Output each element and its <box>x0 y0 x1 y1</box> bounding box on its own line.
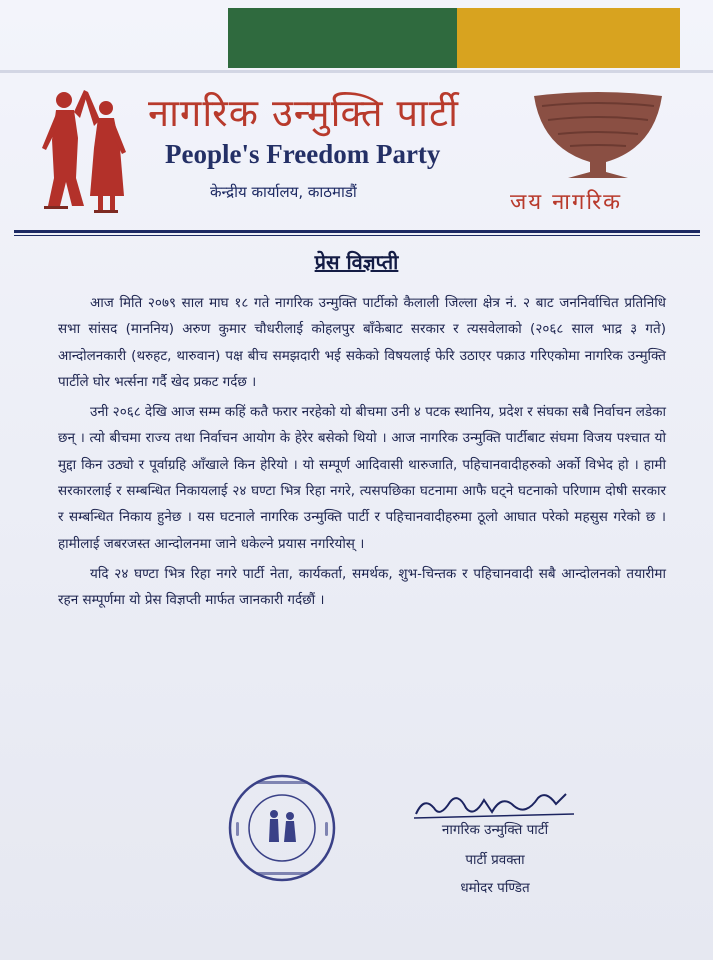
slogan-jai-nagarik: जय नागरिक <box>510 190 622 215</box>
signature-block <box>400 780 590 910</box>
header-rule-thin <box>14 235 700 236</box>
signature-designation: पार्टी प्रवक्ता <box>465 852 525 868</box>
flag-green-band <box>228 8 457 68</box>
party-seal-stamp <box>226 772 338 884</box>
signature-party-name: नागरिक उन्मुक्ति पार्टी <box>441 822 549 838</box>
party-name-nepali: नागरिक उन्मुक्ति पार्टी <box>148 91 459 135</box>
signature-person-name: धमोदर पण्डित <box>460 880 530 896</box>
press-release-heading: प्रेस विज्ञप्ती <box>314 250 399 274</box>
party-name-english: People's Freedom Party <box>165 139 441 169</box>
press-release-body <box>58 290 666 614</box>
flag-yellow-band <box>457 8 680 68</box>
paragraph-1: आज मिति २०७९ साल माघ १८ गते नागरिक उन्मुक्ति पार्टीको कैलाली जिल्ला क्षेत्र नं. २ बाट जननिर्वाचित प्रतिनिधि सभा सांसद (माननिय) अरुण कुमार चौधरीलाई कोहलपुर बाँकेबाट सरकार र त्यसवेलाको (२०६८ साल भाद्र ३ गते) आन्दोलनकारी (थरुहट, थारुवान) पक्ष बीच समझदारी भई सकेको विषयलाई फेरि उठाएर पक्राउ गरिएकोमा नागरिक उन्मुक्ति पार्टीले घोर भर्त्सना गर्दै खेद प्रकट गर्दछ । <box>58 295 666 390</box>
handwritten-signature <box>410 784 580 824</box>
basket-logo <box>530 88 666 184</box>
paragraph-2: उनी २०६८ देखि आज सम्म कहिं कतै फरार नरहेको यो बीचमा उनी ४ पटक स्थानिय, प्रदेश र संघका सबै निर्वाचन लडेका छन् । त्यो बीचमा राज्य तथा निर्वाचन आयोग के हेरेर बसेको थियो । आज नागरिक उन्मुक्ति पार्टीबाट संघमा विजय पश्चात यो मुद्दा किन उठ्यो र पूर्वाग्रहि आँखाले किन हेरियो । यो सम्पूर्ण आदिवासी थारुजाति, पहिचानवादीहरुको अर्को विभेद हो । हामी सरकारलाई र सम्बन्धित निकायलाई २४ घण्टा भित्र रिहा नगरे, त्यसपछिका घटनामा आफै घट्ने घटनाको परिणाम दोषी सरकार र सम्बन्धित निकाय हुनेछ । यस घटनाले नागरिक उन्मुक्ति पार्टी र पहिचानवादीहरुमा ठूलो आघात परेको महसुस गरेको छ । हामीलाई जबरजस्त आन्दोलनमा जाने धकेल्ने प्रयास नगरियोस् । <box>58 404 666 552</box>
header-rule-thick <box>14 230 700 233</box>
central-office-line: केन्द्रीय कार्यालय, काठमाडौं <box>210 183 357 201</box>
paragraph-3: यदि २४ घण्टा भित्र रिहा नगरे पार्टी नेता, कार्यकर्ता, समर्थक, शुभ-चिन्तक र पहिचानवादी सबै आन्दोलनको तयारीमा रहन सम्पूर्णमा यो प्रेस विज्ञप्ती मार्फत जानकारी गर्दछौं । <box>58 565 666 609</box>
top-divider <box>0 70 713 73</box>
dancing-couple-logo <box>26 78 144 228</box>
